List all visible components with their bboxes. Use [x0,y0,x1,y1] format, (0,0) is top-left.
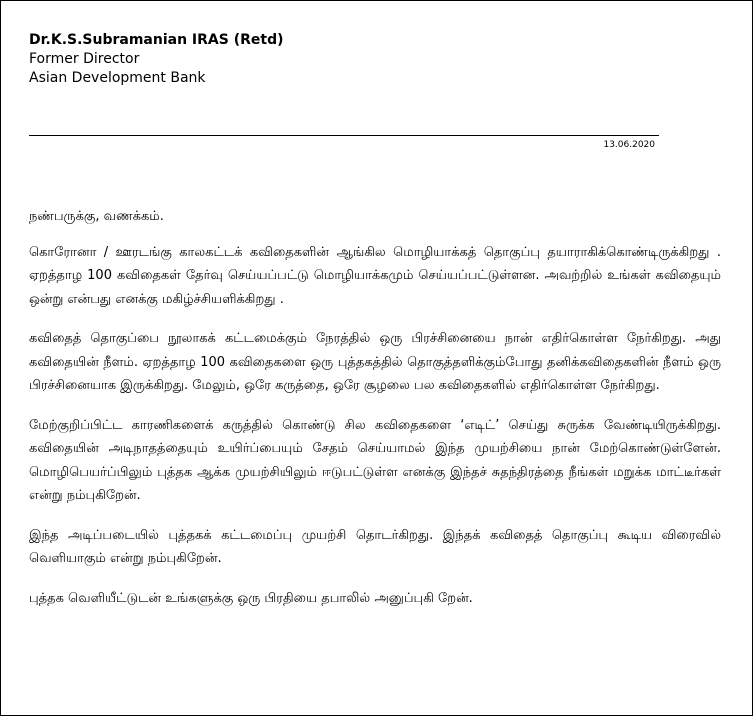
sender-organization: Asian Development Bank [29,70,206,86]
sender-name: Dr.K.S.Subramanian IRAS (Retd) [29,32,284,48]
header-divider [29,135,659,136]
letter-date: 13.06.2020 [603,140,655,150]
paragraph-3: மேற்குறிப்பிட்ட காரணிகளைக் கருத்தில் கொண்டு சில கவிதைகளை ‘எடிட்’ செய்து சுருக்க வேண்டியிருக்கிறது. கவிதையின் அடிநாதத்தையும் உயிர்ப்பையும் சேதம் செய்யாமல் இந்த முயற்சியை நான் மேற்கொண்டுள்ளேன். மொழிபெயர்ப்பிலும் புத்தக ஆக்க முயற்சியிலும் ஈடுபட்டுள்ள எனக்கு இந்தச் சுதந்திரத்தை நீங்கள் மறுக்க மாட்டீர்கள் என்று நம்புகிறேன். [29,417,721,503]
paragraph-4: இந்த அடிப்படையில் புத்தகக் கட்டமைப்பு முயற்சி தொடர்கிறது. இந்தக் கவிதைத் தொகுப்பு கூடிய விரைவில் வெளியாகும் என்று நம்புகிறேன். [29,527,721,566]
paragraph-1: கொரோனா / ஊரடங்கு காலகட்டக் கவிதைகளின் ஆங்கில மொழியாக்கத் தொகுப்பு தயாராகிக்கொண்டிருக்கிறது . ஏறத்தாழ 100 கவிதைகள் தேர்வு செய்யப்பட்டு மொழியாக்கமும் செய்யப்பட்டுள்ளன. அவற்றில் உங்கள் கவிதையும் ஒன்று என்பது எனக்கு மகிழ்ச்சியளிக்கிறது . [29,244,721,307]
paragraph-5: புத்தக வெளியீட்டுடன் உங்களுக்கு ஒரு பிரதியை தபாலில் அனுப்புகி றேன். [29,590,473,606]
sender-role: Former Director [29,51,140,67]
letter-body [29,205,721,626]
letterhead [29,31,284,88]
paragraph-2: கவிதைத் தொகுப்பை நூலாகக் கட்டமைக்கும் நேரத்தில் ஒரு பிரச்சினையை நான் எதிர்கொள்ள நேர்கிறது. அது கவிதையின் நீளம். ஏறத்தாழ 100 கவிதைகளை ஒரு புத்தகத்தில் தொகுத்தளிக்கும்போது தனிக்கவிதைகளின் நீளம் ஒரு பிரச்சினையாக இருக்கிறது. மேலும், ஒரே கருத்தை, ஒரே சூழலை பல கவிதைகளில் எதிர்கொள்ள நேர்கிறது. [29,331,721,393]
greeting: நண்பருக்கு, வணக்கம். [29,209,164,224]
